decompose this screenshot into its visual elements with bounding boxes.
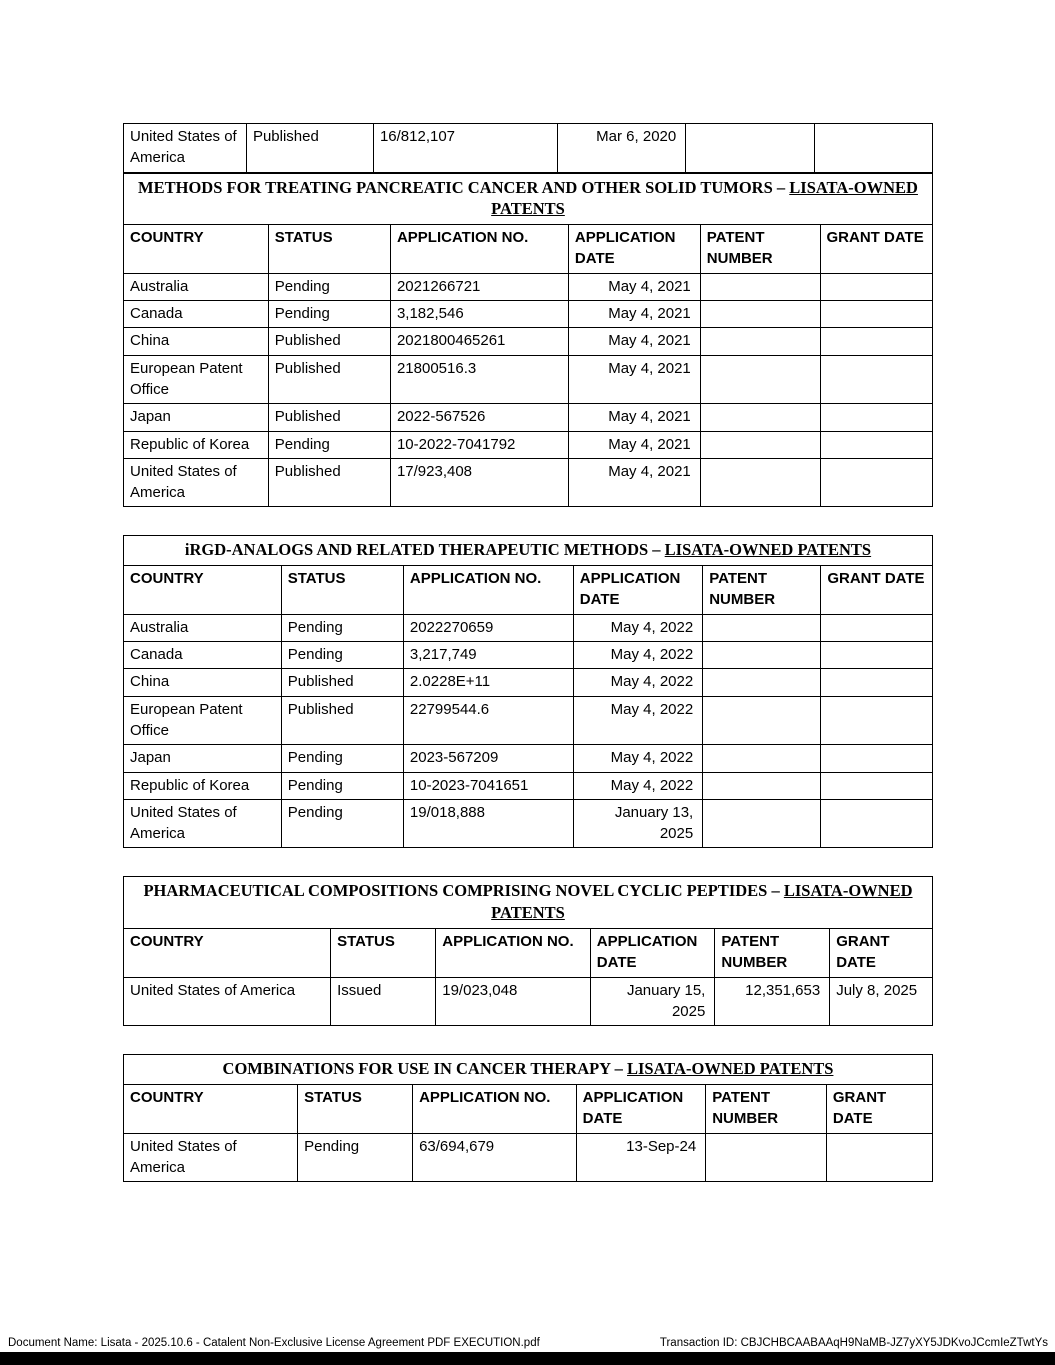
table-row xyxy=(124,669,933,696)
table-cell: May 4, 2021 xyxy=(568,458,700,507)
table-row xyxy=(124,301,933,328)
table-cell: Australia xyxy=(124,273,269,300)
table-cell: May 4, 2022 xyxy=(573,696,702,745)
table-cell: Pending xyxy=(268,301,390,328)
table-title xyxy=(124,536,933,566)
table-cell: May 4, 2021 xyxy=(568,301,700,328)
table-cell: Pending xyxy=(268,431,390,458)
table-cell xyxy=(820,301,933,328)
table-cell: May 4, 2022 xyxy=(573,745,702,772)
table-row xyxy=(124,614,933,641)
table-row xyxy=(124,328,933,355)
column-header: STATUS xyxy=(281,566,403,615)
table-cell: Issued xyxy=(331,977,436,1026)
table-cell: 12,351,653 xyxy=(715,977,830,1026)
table-cell: United States of America xyxy=(124,799,282,848)
table-cell xyxy=(700,458,820,507)
column-header: APPLICATION NO. xyxy=(390,225,568,274)
table-row xyxy=(124,124,933,173)
table-cell: May 4, 2022 xyxy=(573,772,702,799)
page-content xyxy=(123,123,933,1182)
table-cell: 2021800465261 xyxy=(390,328,568,355)
table-title-text: PHARMACEUTICAL COMPOSITIONS COMPRISING NOVEL CYCLIC PEPTIDES – xyxy=(143,881,784,901)
table-row xyxy=(124,696,933,745)
table-cell: 17/923,408 xyxy=(390,458,568,507)
table-cell: Published xyxy=(281,669,403,696)
table-cell: Published xyxy=(246,124,373,173)
table-cell: United States of America xyxy=(124,977,331,1026)
table-row xyxy=(124,642,933,669)
header-row xyxy=(124,566,933,615)
patent-table-block xyxy=(123,535,933,848)
table-cell: 2023-567209 xyxy=(403,745,573,772)
column-header: GRANT DATE xyxy=(826,1084,932,1133)
table-cell xyxy=(820,355,933,404)
table-cell: 10-2022-7041792 xyxy=(390,431,568,458)
table-cell: January 15, 2025 xyxy=(590,977,715,1026)
table-cell: 16/812,107 xyxy=(373,124,557,173)
table-cell: Pending xyxy=(268,273,390,300)
table-cell xyxy=(821,696,933,745)
column-header: COUNTRY xyxy=(124,566,282,615)
table-cell: Pending xyxy=(298,1133,413,1182)
table-cell xyxy=(821,669,933,696)
column-header: COUNTRY xyxy=(124,1084,298,1133)
table-cell xyxy=(700,404,820,431)
table-cell: United States of America xyxy=(124,124,247,173)
table-cell xyxy=(706,1133,827,1182)
table-cell: United States of America xyxy=(124,458,269,507)
header-row xyxy=(124,928,933,977)
table-cell: 3,217,749 xyxy=(403,642,573,669)
table-cell xyxy=(703,696,821,745)
table-cell xyxy=(820,273,933,300)
table-cell xyxy=(700,355,820,404)
table-row xyxy=(124,745,933,772)
column-header: GRANT DATE xyxy=(820,225,933,274)
table-title xyxy=(124,1055,933,1085)
table-cell xyxy=(820,431,933,458)
patent-table xyxy=(123,1054,933,1182)
table-cell: May 4, 2021 xyxy=(568,355,700,404)
table-row xyxy=(124,772,933,799)
table-cell: Japan xyxy=(124,404,269,431)
table-cell: Pending xyxy=(281,745,403,772)
table-cell: Pending xyxy=(281,772,403,799)
table-cell xyxy=(703,642,821,669)
table-cell: European Patent Office xyxy=(124,355,269,404)
table-cell: May 4, 2022 xyxy=(573,614,702,641)
column-header: APPLICATION DATE xyxy=(568,225,700,274)
patent-tables-container xyxy=(123,173,933,1183)
table-cell xyxy=(703,772,821,799)
table-cell: Republic of Korea xyxy=(124,431,269,458)
table-cell: May 4, 2021 xyxy=(568,404,700,431)
table-cell xyxy=(826,1133,932,1182)
column-header: COUNTRY xyxy=(124,225,269,274)
header-row xyxy=(124,225,933,274)
table-cell: 22799544.6 xyxy=(403,696,573,745)
table-cell: Published xyxy=(268,404,390,431)
table-title-underlined-text: LISATA-OWNED PATENTS xyxy=(491,177,918,219)
table-cell xyxy=(686,124,815,173)
table-cell: Published xyxy=(268,458,390,507)
column-header: APPLICATION DATE xyxy=(573,566,702,615)
table-cell: Japan xyxy=(124,745,282,772)
table-title-text: METHODS FOR TREATING PANCREATIC CANCER AND OTHER SOLID TUMORS – xyxy=(138,177,790,197)
table-cell: China xyxy=(124,669,282,696)
table-cell: Pending xyxy=(281,642,403,669)
patent-table xyxy=(123,876,933,1026)
table-cell: Republic of Korea xyxy=(124,772,282,799)
column-header: PATENT NUMBER xyxy=(703,566,821,615)
table-cell: 2021266721 xyxy=(390,273,568,300)
table-cell: China xyxy=(124,328,269,355)
column-header: APPLICATION NO. xyxy=(436,928,591,977)
table-cell xyxy=(820,404,933,431)
table-cell: 2.0228E+11 xyxy=(403,669,573,696)
column-header: APPLICATION NO. xyxy=(413,1084,577,1133)
table-cell xyxy=(821,642,933,669)
table-title xyxy=(124,173,933,225)
table-cell: United States of America xyxy=(124,1133,298,1182)
column-header: STATUS xyxy=(331,928,436,977)
table-cell: May 4, 2022 xyxy=(573,642,702,669)
header-row xyxy=(124,1084,933,1133)
column-header: STATUS xyxy=(268,225,390,274)
column-header: GRANT DATE xyxy=(821,566,933,615)
table-cell xyxy=(820,458,933,507)
table-row xyxy=(124,273,933,300)
table-cell xyxy=(821,614,933,641)
table-title-underlined-text: LISATA-OWNED PATENTS xyxy=(664,540,872,560)
table-cell: Pending xyxy=(281,799,403,848)
table-cell: 3,182,546 xyxy=(390,301,568,328)
patent-table-block xyxy=(123,173,933,508)
table-cell: Canada xyxy=(124,642,282,669)
table-cell xyxy=(820,328,933,355)
table-cell: May 4, 2022 xyxy=(573,669,702,696)
table-cell: Pending xyxy=(281,614,403,641)
table-cell: May 4, 2021 xyxy=(568,273,700,300)
table-title-text: iRGD-ANALOGS AND RELATED THERAPEUTIC METHODS – xyxy=(184,540,665,560)
table-row xyxy=(124,977,933,1026)
table-title xyxy=(124,877,933,929)
table-cell: July 8, 2025 xyxy=(830,977,933,1026)
table-cell xyxy=(700,301,820,328)
column-header: PATENT NUMBER xyxy=(706,1084,827,1133)
table-cell xyxy=(703,799,821,848)
patent-table xyxy=(123,173,933,508)
table-cell xyxy=(703,669,821,696)
bottom-black-bar xyxy=(0,1352,1055,1365)
table-cell xyxy=(700,273,820,300)
column-header: APPLICATION DATE xyxy=(576,1084,706,1133)
table-cell: May 4, 2021 xyxy=(568,328,700,355)
column-header: STATUS xyxy=(298,1084,413,1133)
table-cell xyxy=(821,772,933,799)
table-cell: 21800516.3 xyxy=(390,355,568,404)
patent-table-block xyxy=(123,1054,933,1182)
table-cell xyxy=(814,124,932,173)
table-cell: January 13, 2025 xyxy=(573,799,702,848)
continued-table-block xyxy=(123,123,933,173)
patent-table-block xyxy=(123,876,933,1026)
table-cell xyxy=(821,799,933,848)
table-cell: 2022-567526 xyxy=(390,404,568,431)
table-cell: Australia xyxy=(124,614,282,641)
column-header: GRANT DATE xyxy=(830,928,933,977)
table-row xyxy=(124,799,933,848)
table-title-underlined-text: LISATA-OWNED PATENTS xyxy=(627,1059,834,1079)
patent-table xyxy=(123,535,933,848)
footer-document-name: Document Name: Lisata - 2025.10.6 - Catalent Non-Exclusive License Agreement PDF EXECUTION.pdf xyxy=(8,1337,540,1349)
table-cell: European Patent Office xyxy=(124,696,282,745)
table-cell: Mar 6, 2020 xyxy=(557,124,686,173)
table-cell: 19/023,048 xyxy=(436,977,591,1026)
column-header: PATENT NUMBER xyxy=(715,928,830,977)
table-row xyxy=(124,404,933,431)
table-row xyxy=(124,431,933,458)
table-cell xyxy=(700,328,820,355)
table-cell xyxy=(821,745,933,772)
table-cell: 19/018,888 xyxy=(403,799,573,848)
table-row xyxy=(124,355,933,404)
table-cell: Published xyxy=(281,696,403,745)
table-cell xyxy=(703,745,821,772)
column-header: PATENT NUMBER xyxy=(700,225,820,274)
footer-transaction-id: Transaction ID: CBJCHBCAABAAqH9NaMB-JZ7yXY5JDKvoJCcmIeZTwtYs xyxy=(659,1337,1048,1349)
table-cell: 2022270659 xyxy=(403,614,573,641)
table-cell: Published xyxy=(268,355,390,404)
table-row xyxy=(124,458,933,507)
patent-table xyxy=(123,123,933,173)
table-cell xyxy=(700,431,820,458)
column-header: APPLICATION NO. xyxy=(403,566,573,615)
page-footer xyxy=(0,1334,1055,1349)
table-row xyxy=(124,1133,933,1182)
table-cell: 10-2023-7041651 xyxy=(403,772,573,799)
table-cell xyxy=(703,614,821,641)
table-cell: Published xyxy=(268,328,390,355)
table-cell: 63/694,679 xyxy=(413,1133,577,1182)
column-header: APPLICATION DATE xyxy=(590,928,715,977)
table-title-underlined-text: LISATA-OWNED PATENTS xyxy=(491,881,913,923)
table-title-text: COMBINATIONS FOR USE IN CANCER THERAPY – xyxy=(222,1059,627,1079)
table-cell: May 4, 2021 xyxy=(568,431,700,458)
column-header: COUNTRY xyxy=(124,928,331,977)
table-cell: 13-Sep-24 xyxy=(576,1133,706,1182)
table-cell: Canada xyxy=(124,301,269,328)
